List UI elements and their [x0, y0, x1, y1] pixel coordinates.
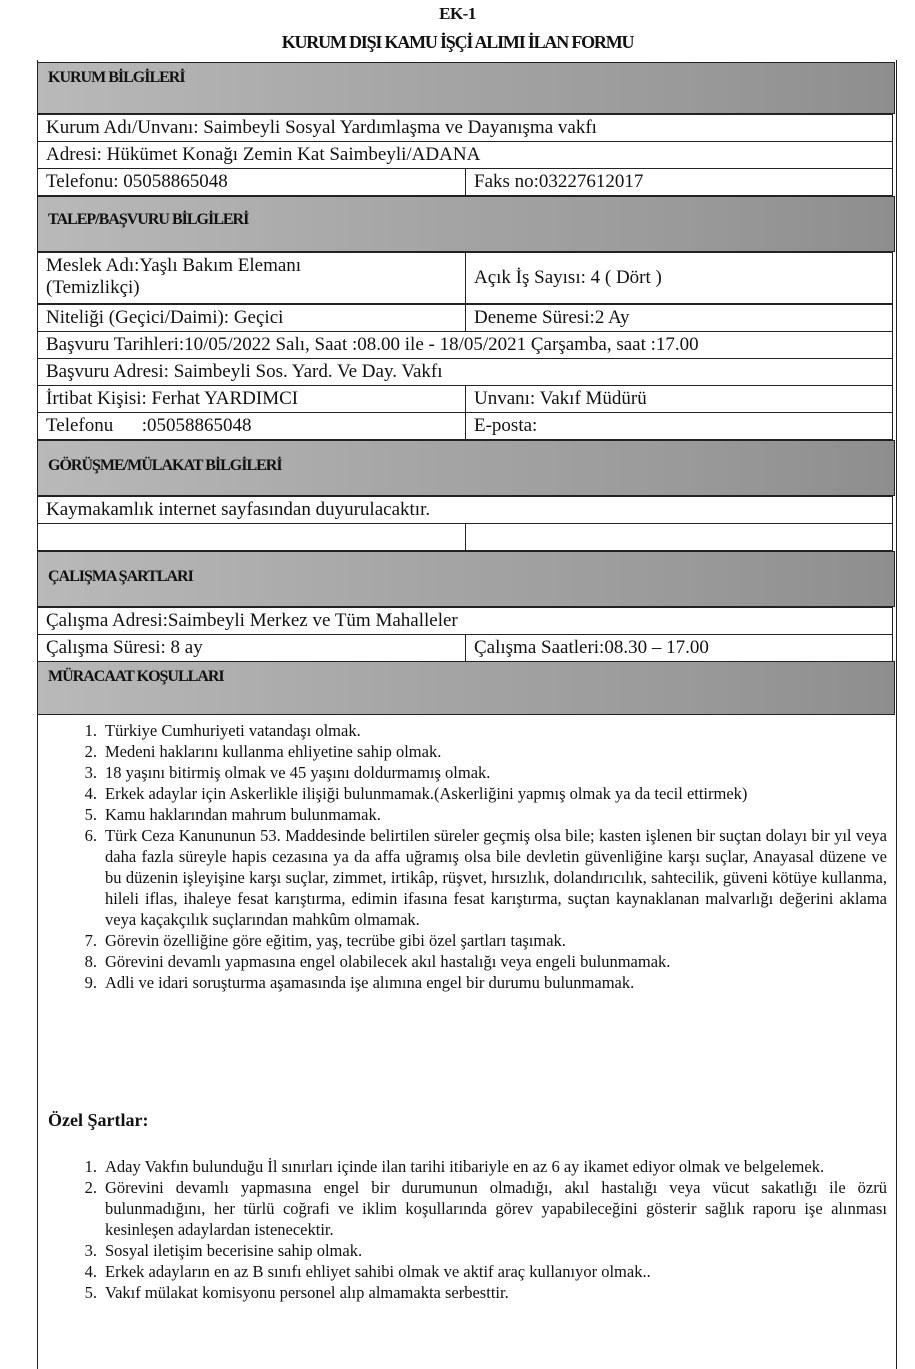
- empty-cell-right: [465, 524, 892, 550]
- section-calisma-heading: ÇALIŞMA ŞARTLARI: [37, 551, 895, 607]
- kurum-name-row: [37, 114, 893, 142]
- talep-phone-row: [37, 412, 893, 440]
- talep-job-row: [37, 252, 893, 304]
- open-positions: Açık İş Sayısı: 4 ( Dört ): [465, 253, 892, 303]
- job-title-line1: Meslek Adı:Yaşlı Bakım Elemanı: [46, 255, 302, 276]
- list-item: 2. Görevini devamlı yapmasına engel bir durumunun olmadığı, akıl hastalığı veya vücut sakatlığı ile özrü bulunmadığını, her türlü coğrafi ve iklim koşullarında görev yapabileceğini gösterir sağlık raporu işe alınması kesinleşen adaylardan istenecektir.: [84, 1178, 887, 1239]
- section-gorusme-heading: GÖRÜŞME/MÜLAKAT BİLGİLERİ: [37, 440, 895, 496]
- list-item: 1. Türkiye Cumhuriyeti vatandaşı olmak.: [84, 721, 361, 740]
- list-item: 5. Vakıf mülakat komisyonu personel alıp almamakta serbesttir.: [84, 1283, 509, 1302]
- section-talep-heading: TALEP/BAŞVURU BİLGİLERİ: [37, 196, 895, 252]
- calisma-time-row: [37, 634, 893, 662]
- list-item: 7. Görevin özelliğine göre eğitim, yaş, tecrübe gibi özel şartları taşımak.: [84, 931, 566, 950]
- application-conditions-list: [37, 720, 887, 993]
- kurum-name: Kurum Adı/Unvanı: Saimbeyli Sosyal Yardımlaşma ve Dayanışma vakfı: [46, 117, 597, 138]
- list-item: 2. Medeni haklarını kullanma ehliyetine sahip olmak.: [84, 742, 442, 761]
- kurum-contact-row: [37, 168, 893, 196]
- application-dates: Başvuru Tarihleri:10/05/2022 Salı, Saat :08.00 ile - 18/05/2021 Çarşamba, saat :17.00: [46, 334, 699, 355]
- work-address: Çalışma Adresi:Saimbeyli Merkez ve Tüm Mahalleler: [46, 610, 458, 631]
- kurum-phone: Telefonu: 05058865048: [46, 171, 228, 192]
- work-duration: Çalışma Süresi: 8 ay: [46, 637, 203, 658]
- kurum-fax: Faks no:03227612017: [465, 169, 892, 195]
- list-item: 8. Görevini devamlı yapmasına engel olabilecek akıl hastalığı veya engeli bulunmamak.: [84, 952, 671, 971]
- list-item: 4. Erkek adaylar için Askerlikle ilişiği bulunmamak.(Askerliğini yapmış olmak ya da tecil ettirmek): [84, 784, 748, 803]
- work-hours: Çalışma Saatleri:08.30 – 17.00: [465, 635, 892, 661]
- trial-period: Deneme Süresi:2 Ay: [465, 305, 892, 331]
- talep-contact-row: [37, 385, 893, 413]
- gorusme-text-row: [37, 496, 893, 524]
- empty-cell-left: [38, 524, 465, 550]
- contact-email: E-posta:: [465, 413, 892, 439]
- job-title-line2: (Temizlikçi): [46, 277, 140, 298]
- list-item: 1. Aday Vakfın bulunduğu İl sınırları içinde ilan tarihi itibariyle en az 6 ay ikamet ediyor olmak ve belgelemek.: [84, 1157, 825, 1176]
- contact-person: İrtibat Kişisi: Ferhat YARDIMCI: [46, 388, 299, 409]
- form-title: KURUM DIŞI KAMU İŞÇİ ALIMI İLAN FORMU: [281, 32, 634, 52]
- list-item: 3. Sosyal iletişim becerisine sahip olmak.: [84, 1241, 363, 1260]
- calisma-address-row: [37, 607, 893, 635]
- job-title: [38, 253, 465, 303]
- list-item: 6. Türk Ceza Kanununun 53. Maddesinde belirtilen süreler geçmiş olsa bile; kasten işlenen bir suçtan dolayı bir yıl veya daha fazla süreyle hapis cezasına ya da affa uğramış olsa bile devletin güvenliğine karşı suçlar, Anayasal düzene ve bu düzenin işleyişine karşı suçlar, zimmet, irtikâp, rüşvet, hırsızlık, dolandırıcılık, sahtecilik, güveni kötüye kullanma, hileli iflas, ihaleye fesat karıştırma, edimin ifasına fesat karıştırma, suçtan kaynaklanan malvarlığı değerini aklama veya kaçakçılık suçlarından mahkûm olmamak.: [84, 826, 887, 929]
- talep-address-row: [37, 358, 893, 386]
- list-item: 9. Adli ve idari soruşturma aşamasında işe alımına engel bir durumu bulunmamak.: [84, 973, 635, 992]
- gorusme-empty-row: [37, 523, 893, 551]
- list-item: 4. Erkek adayların en az B sınıfı ehliyet sahibi olmak ve aktif araç kullanıyor olmak..: [84, 1262, 651, 1281]
- section-kurum-heading: KURUM BİLGİLERİ: [37, 62, 895, 114]
- contact-title: Unvanı: Vakıf Müdürü: [465, 386, 892, 412]
- section-muracaat-heading: MÜRACAAT KOŞULLARI: [37, 661, 895, 715]
- job-nature: Niteliği (Geçici/Daimi): Geçici: [46, 307, 284, 328]
- talep-dates-row: [37, 331, 893, 359]
- special-conditions-list: [37, 1156, 887, 1303]
- kurum-address: Adresi: Hükümet Konağı Zemin Kat Saimbeyli/ADANA: [46, 144, 481, 165]
- list-item: 5. Kamu haklarından mahrum bulunmamak.: [84, 805, 381, 824]
- annex-label: EK-1: [439, 4, 476, 23]
- special-conditions-heading: Özel Şartlar:: [48, 1110, 149, 1130]
- talep-nature-row: [37, 304, 893, 332]
- application-address: Başvuru Adresi: Saimbeyli Sos. Yard. Ve Day. Vakfı: [46, 361, 443, 382]
- contact-phone: Telefonu :05058865048: [46, 415, 252, 436]
- interview-info: Kaymakamlık internet sayfasından duyurulacaktır.: [46, 499, 431, 520]
- kurum-address-row: [37, 141, 893, 169]
- list-item: 3. 18 yaşını bitirmiş olmak ve 45 yaşını doldurmamış olmak.: [84, 763, 491, 782]
